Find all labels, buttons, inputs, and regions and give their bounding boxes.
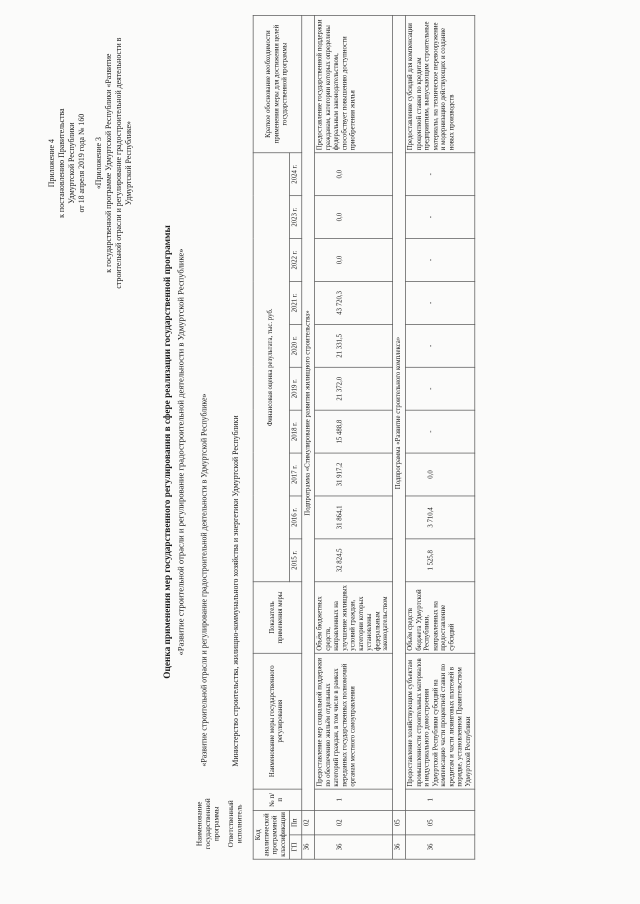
cell-value: 15 488,8 [315,410,393,453]
cell-value: - [405,410,474,453]
cell-value: 21 331,5 [315,324,393,367]
cell-num: 1 [405,789,474,810]
appendix-block [47,34,134,291]
header-indicator: Показатель применения меры [253,582,301,653]
table-row [315,15,393,859]
cell-gp: 36 [405,835,474,859]
cell-value: - [405,239,474,282]
cell-gp: 36 [315,835,393,859]
cell-value: - [405,196,474,239]
program-name: «Развитие строительной отрасли и регулирование градостроительной деятельности в Удмуртской Республике» [199,393,209,767]
year-header: 2023 г. [290,196,302,239]
cell-value: 31 864,1 [315,496,393,539]
cell-pp: 05 [405,811,474,835]
appendix-line: от 18 апреля 2019 года № 160 [77,113,87,213]
cell-value: - [405,324,474,367]
year-header: 2016 г. [290,496,302,539]
header-reason: Краткое обоснование необходимости применения меры для достижения целей государственной программы [253,15,301,152]
executor-label: Ответственный исполнитель [227,800,244,848]
program-label: Наименование государственной программы [195,798,221,850]
header-gp: ГП [290,835,302,859]
year-header: 2018 г. [290,410,302,453]
cell-value: 3 710,4 [405,496,474,539]
regulation-table [253,15,475,859]
cell-indicator: Объём средств бюджета Удмуртской Республики, направленных на предоставление субсидий [405,582,474,653]
cell-value: 21 372,0 [315,367,393,410]
cell-measure: Предоставление мер социальной поддержки по обеспечению жильём отдельных категорий граждан, в том числе в рамках переданных государственных полномочий органам местного самоуправления [315,653,393,789]
cell-pp: 02 [315,811,393,835]
year-header: 2022 г. [290,239,302,282]
cell-value: 0,0 [405,453,474,496]
appendix-line: Приложение 4 [47,139,57,188]
cell-value: - [405,153,474,196]
cell-value: 43 720,3 [315,281,393,324]
cell-reason: Предоставление государственной поддержки гражданам, категории которых определены федеральным законодательством, способствует повышению доступности приобретения жилья [315,15,393,152]
table-row [405,15,474,859]
subprogram-title: Подпрограмма «Стимулирование развития жилищного строительства» [301,15,314,810]
cell-measure: Предоставление хозяйствующим субъектам промышленности строительных материалов и индустриального домостроения Удмуртской Республики субсидий на компенсацию части процентной ставки по кредитам и части лизинговых платежей в порядке, установленном Правительством Удмуртской Республики [405,653,474,789]
rotated-document [34,19,606,874]
header-pp: Пп [290,811,302,835]
cell-value: - [405,281,474,324]
year-header: 2020 г. [290,324,302,367]
appendix-line: Удмуртской Республики [67,122,77,204]
cell-pp: 05 [392,811,405,835]
cell-num: 1 [315,789,393,810]
year-header: 2024 г. [290,153,302,196]
year-header: 2019 г. [290,367,302,410]
cell-value: 0,0 [315,196,393,239]
cell-gp: 36 [301,835,314,859]
year-header: 2021 г. [290,281,302,324]
cell-value: - [405,367,474,410]
header-code: Код аналитической программной классификации [253,811,289,860]
cell-value: 1 525,8 [405,539,474,582]
document-title: Оценка применения мер государственного регулирования в сфере реализации государственной программы [161,225,172,679]
appendix-line: к постановлению Правительства [57,108,67,218]
cell-indicator: Объём бюджетных средств, направленных на улучшение жилищных условий граждан, категории которых установлены федеральным законодательством [315,582,393,653]
subprogram-row [392,15,405,859]
cell-value: 0,0 [315,239,393,282]
appendix-line: к государственной программе Удмуртской Республики «Развитие строительной отрасли и регулирование градостроительной деятельности в Удмуртской Республике» [104,37,134,289]
executor-name: Министерство строительства, жилищно-коммунального хозяйства и энергетики Удмуртской Республики [231,415,240,767]
subprogram-row [301,15,314,859]
program-subtitle: «Развитие строительной отрасли и регулирование градостроительной деятельности в Удмуртской Республике» [175,248,186,656]
cell-gp: 36 [392,835,405,859]
year-header: 2017 г. [290,453,302,496]
cell-value: 32 824,5 [315,539,393,582]
cell-pp: 02 [301,811,314,835]
header-finance: Финансовая оценка результата, тыс. руб. [253,153,289,582]
year-header: 2015 г. [290,539,302,582]
header-num: № п/п [253,789,301,810]
cell-value: 31 917,2 [315,453,393,496]
cell-reason: Предоставление субсидий для компенсации процентной ставки по кредитам предприятиям, выпускающим строительные материалы, на техническое перевооружение и модернизацию действующих и создание новых производств [405,15,474,152]
appendix-line: «Приложение 3 [94,137,104,190]
header-measure: Наименование меры государственного регулирования [253,653,301,789]
subprogram-title: Подпрограмма «Развитие строительного комплекса» [392,15,405,810]
cell-value: 0,0 [315,153,393,196]
